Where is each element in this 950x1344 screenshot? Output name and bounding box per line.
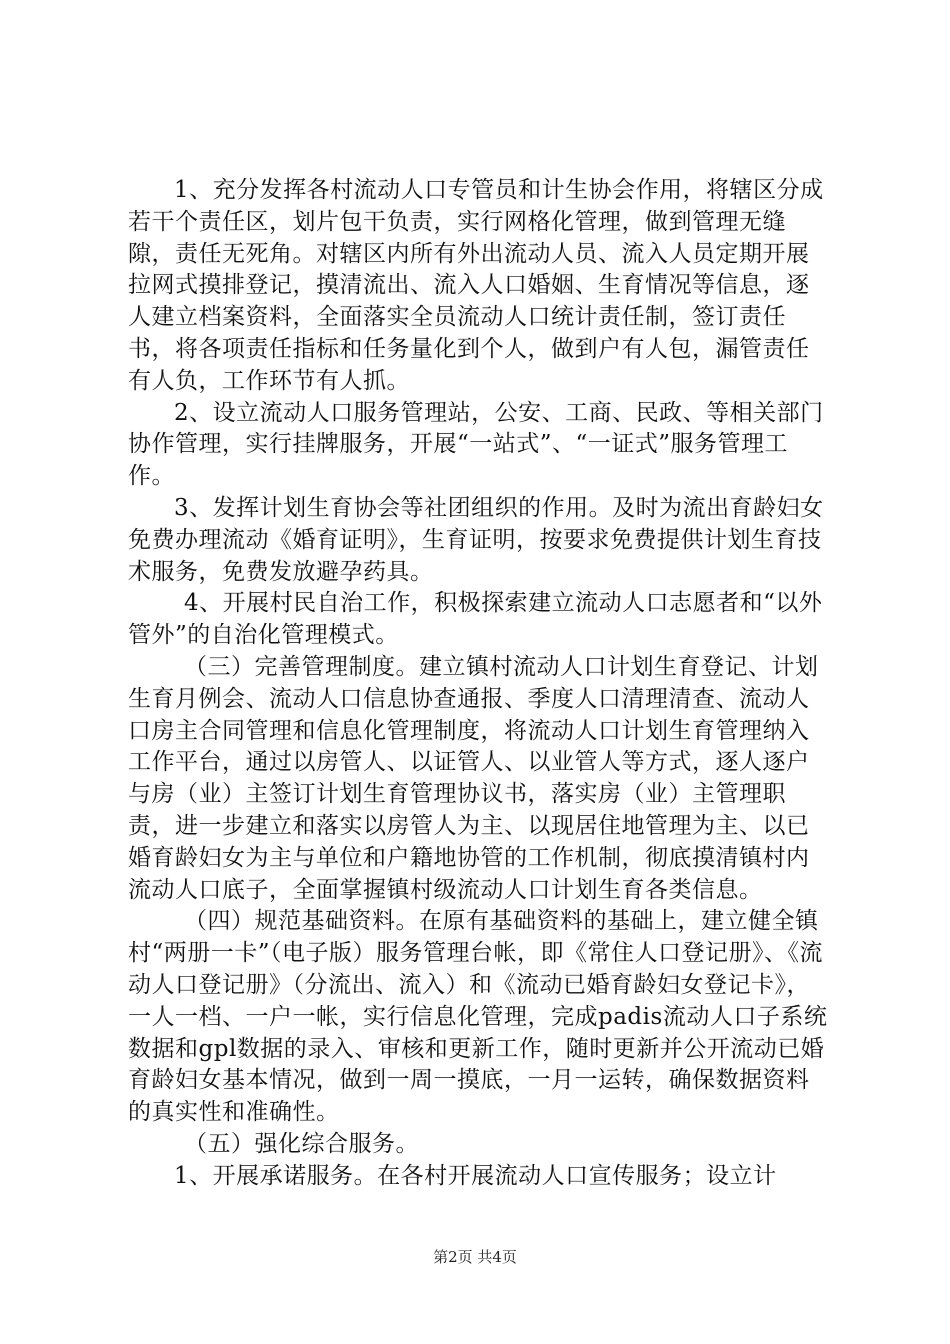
- paragraph-item-4: 4、开展村民自治工作，积极探索建立流动人口志愿者和“以外管外”的自治化管理模式。: [128, 590, 823, 649]
- page-number-footer: 第2页 共4页: [433, 1248, 517, 1266]
- document-body: [128, 175, 828, 1193]
- service-item-1: 1、开展承诺服务。在各村开展流动人口宣传服务；设立计: [174, 1162, 777, 1189]
- section-5-heading: （五）强化综合服务。: [184, 1130, 419, 1157]
- paragraph-item-1: 1、充分发挥各村流动人口专管员和计生协会作用，将辖区分成若干个责任区，划片包干负责，实行网格化管理，做到管理无缝隙，责任无死角。对辖区内所有外出流动人员、流入人员定期开展拉网式摸排登记，摸清流出、流入人口婚姻、生育情况等信息，逐人建立档案资料，全面落实全员流动人口统计责任制，签订责任书，将各项责任指标和任务量化到个人，做到户有人包，漏管责任有人负，工作环节有人抓。: [128, 177, 824, 394]
- paragraph-item-3: 3、发挥计划生育协会等社团组织的作用。及时为流出育龄妇女免费办理流动《婚育证明》，生育证明，按要求免费提供计划生育技术服务，免费发放避孕药具。: [128, 494, 824, 585]
- section-3-paragraph: （三）完善管理制度。建立镇村流动人口计划生育登记、计划生育月例会、流动人口信息协查通报、季度人口清理清查、流动人口房主合同管理和信息化管理制度，将流动人口计划生育管理纳入工作平台，通过以房管人、以证管人、以业管人等方式，逐人逐户与房（业）主签订计划生育管理协议书，落实房（业）主管理职责，进一步建立和落实以房管人为主、以现居住地管理为主、以已婚育龄妇女为主与单位和户籍地协管的工作机制，彻底摸清镇村内流动人口底子，全面掌握镇村级流动人口计划生育各类信息。: [128, 653, 819, 903]
- paragraph-item-2: 2、设立流动人口服务管理站，公安、工商、民政、等相关部门协作管理，实行挂牌服务，开展“一站式”、“一证式”服务管理工作。: [128, 399, 824, 490]
- section-4-paragraph: （四）规范基础资料。在原有基础资料的基础上，建立健全镇村“两册一卡”（电子版）服务管理台帐，即《常住人口登记册》、《流动人口登记册》（分流出、流入）和《流动已婚育龄妇女登记卡》，一人一档、一户一帐，实行信息化管理，完成padis流动人口子系统数据和gpl数据的录入、审核和更新工作，随时更新并公开流动已婚育龄妇女基本情况，做到一周一摸底，一月一运转，确保数据资料的真实性和准确性。: [128, 908, 828, 1126]
